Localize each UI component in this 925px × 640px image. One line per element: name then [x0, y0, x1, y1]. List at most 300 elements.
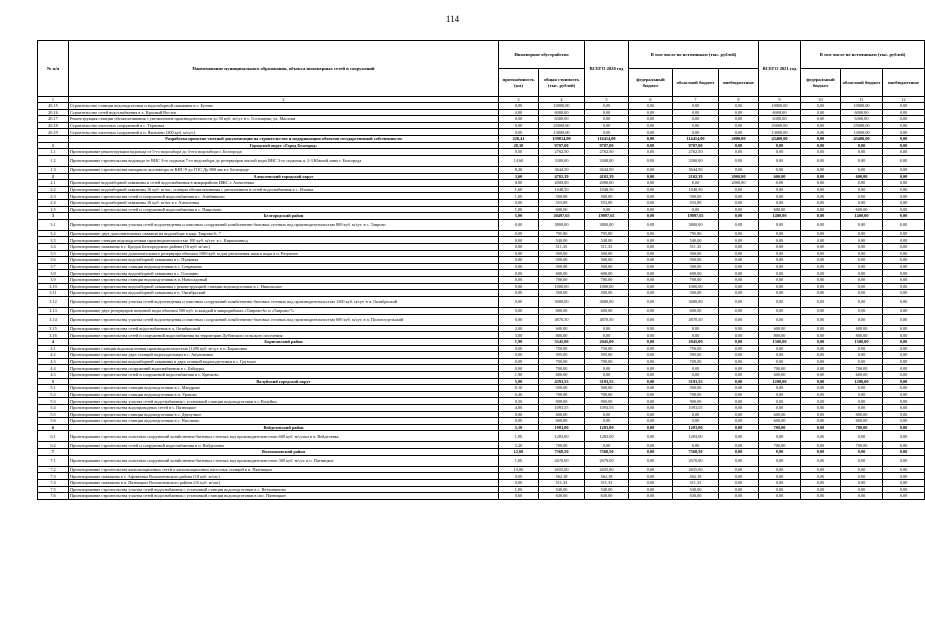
value-cell: 3345,00: [539, 338, 585, 345]
value-cell: 5,10: [499, 424, 539, 431]
row-number: 3.10: [38, 283, 69, 290]
object-name: Проектирование строительства сетей и сооружений водоснабжения в с. Алейниково: [69, 193, 499, 200]
column-index-cell: 4: [539, 97, 585, 103]
value-cell: 0,00: [801, 486, 841, 493]
object-name: Проектирование двух резервуаров питьевой воды объемом 500 куб. м каждый в микрорайонах «Таврово-6» и «Таврово-7»: [69, 308, 499, 315]
value-cell: 0,00: [841, 257, 883, 264]
value-cell: 0,00: [499, 296, 539, 307]
value-cell: 800,00: [841, 332, 883, 339]
value-cell: 0,00: [883, 230, 925, 237]
value-cell: 0,00: [629, 155, 673, 166]
value-cell: 511,33: [539, 480, 585, 487]
object-name: Проектирование строительства очистных сооружений хозяйственно-бытовых сточных вод производительностью 600 куб. м/сутки в п. Вейделевка: [69, 431, 499, 442]
object-name: Проектирование строительства водозаборной скважины в п. Октябрьский: [69, 290, 499, 297]
table-row: [38, 250, 925, 257]
value-cell: 0,00: [801, 418, 841, 425]
total-2021-header: ВСЕГО 2021 год: [759, 41, 801, 97]
row-number: 2.2: [38, 186, 69, 193]
value-cell: 0,00: [883, 173, 925, 180]
value-cell: 0,00: [801, 352, 841, 359]
value-cell: 600,00: [539, 418, 585, 425]
object-name: Проектирование строительства дополнительного резервуара объемом 1000 куб. м для увеличения запаса воды в п. Разумное: [69, 250, 499, 257]
value-cell: 0,00: [719, 352, 759, 359]
value-cell: 0,00: [759, 155, 801, 166]
section-row: [38, 213, 925, 220]
value-cell: 0,00: [883, 180, 925, 187]
value-cell: 600,00: [841, 206, 883, 213]
value-cell: 0,00: [883, 442, 925, 449]
value-cell: 700,00: [759, 365, 801, 372]
value-cell: 9707,00: [585, 142, 629, 149]
value-cell: 0,00: [801, 116, 841, 123]
value-cell: 630,00: [673, 493, 719, 500]
value-cell: 1283,00: [585, 424, 629, 431]
value-cell: 0,00: [759, 199, 801, 206]
value-cell: 700,00: [759, 424, 801, 431]
value-cell: 600,00: [841, 418, 883, 425]
value-cell: 0,00: [585, 411, 629, 418]
value-cell: 0,00: [629, 404, 673, 411]
value-cell: 10000,00: [759, 103, 801, 110]
value-cell: 0,00: [801, 480, 841, 487]
value-cell: 0,00: [841, 358, 883, 365]
table-row: [38, 186, 925, 193]
value-cell: 3680,00: [673, 296, 719, 307]
value-cell: 2000,00: [719, 180, 759, 187]
value-cell: 0,00: [629, 103, 673, 110]
value-cell: 13000,00: [539, 129, 585, 136]
value-cell: 0,00: [883, 277, 925, 284]
value-cell: 0,00: [883, 199, 925, 206]
value-cell: 0,00: [629, 332, 673, 339]
value-cell: 600,00: [841, 371, 883, 378]
value-cell: 0,00: [883, 257, 925, 264]
value-cell: 0,00: [719, 418, 759, 425]
value-cell: 0,00: [841, 352, 883, 359]
table-row: [38, 404, 925, 411]
value-cell: 12,60: [499, 449, 539, 456]
value-cell: 511,35: [585, 244, 629, 251]
row-number: 3.9: [38, 277, 69, 284]
value-cell: 6000,00: [759, 109, 801, 116]
value-cell: 0,00: [883, 352, 925, 359]
value-cell: 0,00: [719, 129, 759, 136]
value-cell: 800,00: [539, 332, 585, 339]
value-cell: 0,00: [719, 385, 759, 392]
row-number: 7: [38, 449, 69, 456]
row-number: 5.1: [38, 385, 69, 392]
value-cell: 0,00: [585, 332, 629, 339]
object-name: Проектирование строительства участка сетей водоотведения и очистных сооружений хозяйственно-бытовых сточных вод производительностью 1200 куб. м/сут. в п. Октябрьский: [69, 296, 499, 307]
value-cell: 0,00: [841, 180, 883, 187]
value-cell: 0,00: [585, 365, 629, 372]
value-cell: 750,00: [585, 345, 629, 352]
value-cell: 0,00: [499, 277, 539, 284]
value-cell: 500,00: [585, 290, 629, 297]
value-cell: 0,00: [841, 308, 883, 315]
row-number: [38, 135, 69, 142]
value-cell: 0,00: [883, 250, 925, 257]
value-cell: 0,00: [629, 237, 673, 244]
table-row: [38, 365, 925, 372]
value-cell: 2762,50: [539, 149, 585, 156]
value-cell: 0,10: [499, 385, 539, 392]
value-cell: 0,00: [841, 431, 883, 442]
value-cell: 2670,00: [585, 455, 629, 466]
section-title: Вейделевский район: [69, 424, 499, 431]
value-cell: 0,00: [629, 166, 673, 173]
value-cell: 0,00: [759, 186, 801, 193]
object-name: Проектирование двух дополнительных скважин на водозаборе в мкр. Таврово-6, 7: [69, 230, 499, 237]
value-cell: 2102,39: [673, 173, 719, 180]
value-cell: 0,00: [801, 122, 841, 129]
value-cell: 0,00: [629, 193, 673, 200]
value-cell: 0,00: [883, 371, 925, 378]
object-name: Проектирование строительства участка сетей водоснабжения с установкой станции водоподготовки в пос. Пятницкое: [69, 493, 499, 500]
table-row: [38, 358, 925, 365]
section-title: Борисовский район: [69, 338, 499, 345]
value-cell: 0,00: [499, 237, 539, 244]
value-cell: 0,00: [883, 473, 925, 480]
row-number: 3.14: [38, 314, 69, 325]
value-cell: 0,00: [759, 466, 801, 473]
table-row: [38, 308, 925, 315]
value-cell: 0,00: [499, 219, 539, 230]
value-cell: 1,60: [499, 186, 539, 193]
value-cell: 500,00: [539, 250, 585, 257]
value-cell: 0,00: [841, 155, 883, 166]
value-cell: 0,00: [801, 345, 841, 352]
section-title: Белгородский район: [69, 213, 499, 220]
value-cell: 0,00: [883, 186, 925, 193]
value-cell: 0,00: [883, 325, 925, 332]
page-number: 114: [445, 14, 460, 24]
object-name: Проектирование строительства сетей и сооружений водоснабжения в п. Вейделевка: [69, 442, 499, 449]
federal-2020-header: федеральный бюджет: [629, 69, 673, 97]
object-name: Проектирование строительства сетей и сооружений водоснабжения в с. Паврозово: [69, 206, 499, 213]
value-cell: 4702,39: [539, 173, 585, 180]
value-cell: 0,00: [759, 473, 801, 480]
value-cell: 0,00: [629, 296, 673, 307]
value-cell: 0,00: [719, 244, 759, 251]
table-row: [38, 486, 925, 493]
value-cell: 0,00: [801, 155, 841, 166]
value-cell: 0,00: [719, 199, 759, 206]
table-row: [38, 244, 925, 251]
value-cell: 0,00: [629, 199, 673, 206]
value-cell: 0,00: [883, 480, 925, 487]
value-cell: 700,00: [539, 277, 585, 284]
value-cell: 0,00: [499, 314, 539, 325]
value-cell: 0,00: [801, 371, 841, 378]
value-cell: 3193,55: [585, 378, 629, 385]
table-row: [38, 116, 925, 123]
value-cell: 6300,00: [841, 116, 883, 123]
value-cell: 0,00: [801, 365, 841, 372]
value-cell: 4,00: [499, 404, 539, 411]
value-cell: 2655,00: [539, 466, 585, 473]
value-cell: 0,00: [801, 314, 841, 325]
value-cell: 0,00: [841, 149, 883, 156]
value-cell: 0,00: [883, 166, 925, 173]
value-cell: 25000,00: [539, 122, 585, 129]
value-cell: 0,00: [719, 424, 759, 431]
value-cell: 750,00: [673, 345, 719, 352]
value-cell: 0,00: [841, 296, 883, 307]
object-name: Реконструкция станции обезжелезивания с увеличением производительности до 50 куб. м/сут. в с. Гостищево, ул. Маслова: [69, 116, 499, 123]
value-cell: 2000,00: [719, 173, 759, 180]
table-row: [38, 257, 925, 264]
value-cell: 0,00: [629, 466, 673, 473]
row-number: 3.15: [38, 325, 69, 332]
value-cell: 0,00: [883, 109, 925, 116]
value-cell: 0,00: [673, 103, 719, 110]
value-cell: 500,00: [673, 250, 719, 257]
section-title: Валуйский городской округ: [69, 378, 499, 385]
value-cell: 0,00: [629, 290, 673, 297]
row-number: 4.4: [38, 365, 69, 372]
value-cell: 0,00: [801, 206, 841, 213]
value-cell: 1093,55: [585, 404, 629, 411]
value-cell: 0,00: [801, 270, 841, 277]
value-cell: 0,00: [759, 270, 801, 277]
value-cell: 0,00: [801, 173, 841, 180]
value-cell: 3,60: [499, 173, 539, 180]
object-name: Проектирование строительства водозаборной скважины в с. Головино: [69, 270, 499, 277]
value-cell: 0,00: [499, 352, 539, 359]
value-cell: 0,00: [841, 480, 883, 487]
value-cell: 0,00: [719, 473, 759, 480]
value-cell: 0,00: [629, 455, 673, 466]
value-cell: 5,00: [499, 213, 539, 220]
row-number: 3.12: [38, 296, 69, 307]
value-cell: 0,00: [883, 308, 925, 315]
value-cell: 0,00: [629, 149, 673, 156]
value-cell: 5,50: [499, 149, 539, 156]
object-name: Строительство сетей водоснабжения в х. Красный Восток: [69, 109, 499, 116]
value-cell: 159814,00: [539, 135, 585, 142]
value-cell: 0,00: [841, 486, 883, 493]
value-cell: 0,00: [841, 270, 883, 277]
value-cell: 0,00: [585, 116, 629, 123]
value-cell: 900,00: [585, 398, 629, 405]
value-cell: 0,00: [629, 180, 673, 187]
value-cell: 9707,00: [673, 142, 719, 149]
value-cell: 0,00: [719, 480, 759, 487]
value-cell: 0,00: [883, 270, 925, 277]
value-cell: 0,00: [673, 109, 719, 116]
table-row: [38, 411, 925, 418]
value-cell: 0,00: [719, 449, 759, 456]
table-row: [38, 283, 925, 290]
value-cell: 500,00: [673, 290, 719, 297]
value-cell: 0,00: [629, 345, 673, 352]
value-cell: 3800,00: [585, 219, 629, 230]
value-cell: 0,00: [841, 230, 883, 237]
value-cell: 0,00: [759, 149, 801, 156]
value-cell: 600,00: [673, 270, 719, 277]
row-number: 1.1: [38, 149, 69, 156]
value-cell: 0,00: [629, 219, 673, 230]
value-cell: 600,00: [585, 270, 629, 277]
value-cell: 0,00: [719, 455, 759, 466]
value-cell: 600,00: [539, 325, 585, 332]
column-index-cell: 10: [801, 97, 841, 103]
table-row: [38, 455, 925, 466]
row-number: 6: [38, 424, 69, 431]
column-index-cell: 5: [585, 97, 629, 103]
value-cell: 0,00: [499, 270, 539, 277]
value-cell: 0,00: [841, 219, 883, 230]
value-cell: 0,00: [673, 411, 719, 418]
column-index-cell: 9: [759, 97, 801, 103]
value-cell: 562,18: [585, 473, 629, 480]
value-cell: 3300,00: [585, 155, 629, 166]
value-cell: 0,00: [719, 296, 759, 307]
value-cell: 3680,00: [539, 296, 585, 307]
value-cell: 0,00: [629, 493, 673, 500]
value-cell: 0,00: [629, 116, 673, 123]
value-cell: 0,00: [801, 180, 841, 187]
value-cell: 0,00: [719, 219, 759, 230]
value-cell: 0,00: [801, 442, 841, 449]
value-cell: 0,00: [883, 398, 925, 405]
value-cell: 0,00: [841, 290, 883, 297]
object-name: Проектирование водозаборной скважины и сетей водоснабжения в микрорайоне ИЖС г. Алексеевка: [69, 180, 499, 187]
object-name: Проектирование строительства очистных сооружений хозяйственно-бытовых сточных вод производительностью 300 куб. м/сут. в п. Пятницкое: [69, 455, 499, 466]
row-number: 6.1: [38, 431, 69, 442]
value-cell: 0,00: [841, 449, 883, 456]
value-cell: 0,00: [673, 325, 719, 332]
value-cell: 0,00: [801, 219, 841, 230]
value-cell: 700,00: [585, 277, 629, 284]
value-cell: 0,00: [801, 308, 841, 315]
value-cell: 0,00: [801, 411, 841, 418]
value-cell: 500,00: [539, 263, 585, 270]
value-cell: 700,00: [539, 358, 585, 365]
extrabudget-2021-header: внебюджетные: [883, 69, 925, 97]
value-cell: 3,00: [499, 332, 539, 339]
value-cell: 2000,00: [585, 180, 629, 187]
value-cell: 553,89: [585, 199, 629, 206]
object-name: Проектирование строительства станции водоподготовки в п. Уразово: [69, 391, 499, 398]
value-cell: 0,00: [719, 250, 759, 257]
column-index-cell: 6: [629, 97, 673, 103]
table-row: [38, 398, 925, 405]
value-cell: 0,00: [759, 283, 801, 290]
value-cell: 700,00: [673, 391, 719, 398]
value-cell: 0,00: [883, 338, 925, 345]
value-cell: 795,80: [539, 230, 585, 237]
value-cell: 0,00: [883, 455, 925, 466]
value-cell: 0,00: [759, 308, 801, 315]
value-cell: 25000,00: [841, 122, 883, 129]
value-cell: 500,00: [539, 257, 585, 264]
value-cell: 0,00: [499, 345, 539, 352]
value-cell: 0,00: [801, 296, 841, 307]
value-cell: 3800,00: [673, 219, 719, 230]
infra-group-header: Инженерное обустройство: [499, 41, 585, 69]
value-cell: 0,00: [629, 378, 673, 385]
value-cell: 0,00: [629, 442, 673, 449]
value-cell: 0,00: [841, 404, 883, 411]
value-cell: 0,40: [499, 391, 539, 398]
row-number: 3.8: [38, 270, 69, 277]
value-cell: 600,00: [841, 173, 883, 180]
object-name: Проектирование скважины в с. Афоньевка Волоконовского района (10 куб. м/час): [69, 473, 499, 480]
value-cell: 0,00: [759, 404, 801, 411]
value-cell: 0,00: [841, 473, 883, 480]
value-cell: 0,00: [801, 129, 841, 136]
value-cell: 0,00: [499, 199, 539, 206]
value-cell: 1048,50: [585, 186, 629, 193]
value-cell: 0,00: [841, 466, 883, 473]
value-cell: 795,80: [673, 230, 719, 237]
value-cell: 1,00: [499, 486, 539, 493]
value-cell: 0,60: [499, 493, 539, 500]
cost-header: общая стоимость (тыс. рублей): [539, 69, 585, 97]
value-cell: 600,00: [585, 308, 629, 315]
value-cell: 0,00: [801, 398, 841, 405]
section-row: [38, 135, 925, 142]
value-cell: 0,00: [801, 103, 841, 110]
value-cell: 1283,00: [673, 424, 719, 431]
value-cell: 0,00: [883, 103, 925, 110]
value-cell: 0,00: [759, 230, 801, 237]
table-row: [38, 371, 925, 378]
value-cell: 0,00: [719, 345, 759, 352]
value-cell: 0,00: [883, 142, 925, 149]
value-cell: 2000,00: [719, 135, 759, 142]
value-cell: 1093,55: [539, 404, 585, 411]
value-cell: 0,00: [719, 466, 759, 473]
value-cell: 0,00: [801, 283, 841, 290]
row-number: 7.6: [38, 493, 69, 500]
value-cell: 0,00: [499, 365, 539, 372]
table-row: [38, 149, 925, 156]
object-name: Проектирование строительства водозаборной скважины и двух станций водоподготовки в с. Грузское: [69, 358, 499, 365]
value-cell: 0,00: [629, 398, 673, 405]
value-cell: 700,00: [841, 365, 883, 372]
value-cell: 0,00: [883, 365, 925, 372]
value-cell: 0,00: [801, 230, 841, 237]
value-cell: 595,00: [539, 352, 585, 359]
value-cell: 540,00: [585, 486, 629, 493]
value-cell: 3300,00: [539, 155, 585, 166]
table-row: [38, 466, 925, 473]
value-cell: 43400,00: [841, 135, 883, 142]
value-cell: 0,00: [759, 493, 801, 500]
object-name: Проектирование строительства сетей водоснабжения в п. Октябрьский: [69, 325, 499, 332]
column-index-cell: 2: [69, 97, 499, 103]
table-row: [38, 155, 925, 166]
value-cell: 0,00: [883, 135, 925, 142]
value-cell: 0,00: [629, 257, 673, 264]
value-cell: 0,00: [883, 296, 925, 307]
value-cell: 0,00: [841, 385, 883, 392]
value-cell: 0,00: [499, 290, 539, 297]
section-title: Алексеевский городской округ: [69, 173, 499, 180]
value-cell: 0,00: [499, 103, 539, 110]
value-cell: 3,20: [499, 442, 539, 449]
object-name: Проектирование строительства участка сетей водоотведения и очистных сооружений хозяйственно-бытовых сточных вод производительностью 800 куб. м/сут. в с. Таврово: [69, 219, 499, 230]
value-cell: 10000,00: [539, 103, 585, 110]
value-cell: 0,00: [499, 480, 539, 487]
row-number: 2.3: [38, 193, 69, 200]
value-cell: 0,00: [841, 193, 883, 200]
column-index-cell: 11: [841, 97, 883, 103]
row-number: 7.2: [38, 466, 69, 473]
